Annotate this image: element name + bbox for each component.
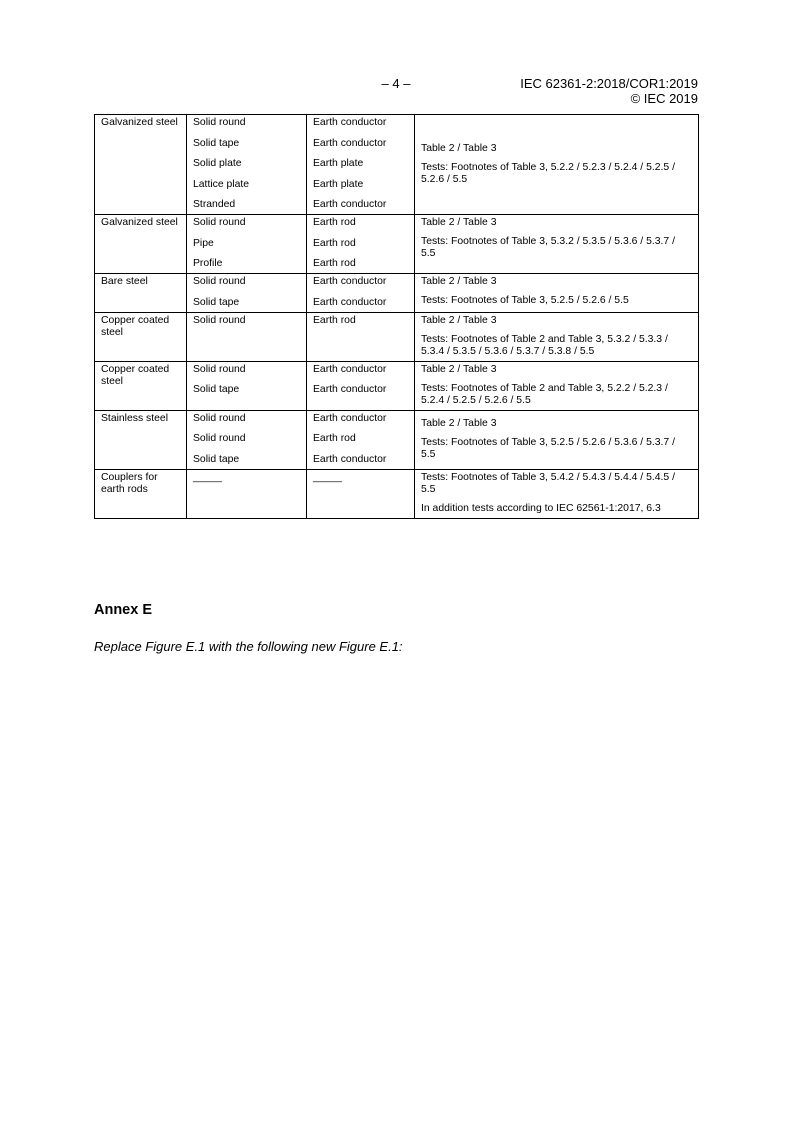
usage-item: Earth rod [313,314,356,326]
form-item: Stranded [193,199,236,210]
material-cell: Galvanized steel [95,115,187,215]
test-reference-line: Table 2 / Table 3 [421,142,497,154]
test-reference-line: Tests: Footnotes of Table 3, 5.2.2 / 5.2.3 / 5.2.4 / 5.2.5 / 5.2.6 / 5.5 [421,161,675,185]
material-cell: Copper coated steel [95,361,187,410]
table-row [95,469,699,518]
form-item: Solid tape [193,296,240,308]
form-item: Solid plate [193,158,242,169]
form-item: Solid round [193,276,246,287]
test-reference-line: Tests: Footnotes of Table 2 and Table 3, 5.2.2 / 5.2.3 / 5.2.4 / 5.2.5 / 5.2.6 / 5.5 [421,382,668,406]
usage-item: Earth plate [313,178,364,190]
form-item: Solid round [193,412,246,424]
standard-reference [520,76,698,106]
table-row [95,274,699,313]
form-item: Pipe [193,237,214,249]
material-cell: Couplers for earth rods [95,469,187,518]
test-reference-line: Tests: Footnotes of Table 3, 5.2.5 / 5.2.6 / 5.5 [421,295,629,306]
material-cell: Bare steel [95,274,187,313]
test-reference-line: Tests: Footnotes of Table 3, 5.4.2 / 5.4.3 / 5.4.4 / 5.4.5 / 5.5 [421,471,675,495]
test-reference-line: Table 2 / Table 3 [421,217,497,228]
usage-item: Earth conductor [313,412,387,424]
form-item: _____ [193,471,222,483]
test-reference-line: Tests: Footnotes of Table 2 and Table 3, 5.3.2 / 5.3.3 / 5.3.4 / 5.3.5 / 5.3.6 / 5.3.7 / 5.3.8 / 5.5 [421,333,668,357]
test-reference-cell [415,215,699,274]
usage-item: Earth conductor [313,276,387,287]
form-item: Solid tape [193,137,240,149]
form-item: Solid tape [193,453,240,465]
form-cell [187,410,307,469]
test-reference-line: Table 2 / Table 3 [421,276,497,287]
usage-item: Earth rod [313,217,356,228]
usage-cell [307,312,415,361]
test-reference-cell [415,469,699,518]
copyright-notice: © IEC 2019 [630,91,698,106]
usage-item: Earth conductor [313,117,387,128]
form-item: Solid tape [193,384,240,395]
form-cell [187,115,307,215]
test-reference-line: Tests: Footnotes of Table 3, 5.2.5 / 5.2.6 / 5.3.6 / 5.3.7 / 5.5 [421,436,675,460]
standard-designation: IEC 62361-2:2018/COR1:2019 [520,76,698,91]
test-reference-cell [415,312,699,361]
form-item: Solid round [193,117,246,128]
test-reference-cell [415,410,699,469]
material-cell: Galvanized steel [95,215,187,274]
table-row [95,215,699,274]
table-row [95,361,699,410]
form-item: Solid round [193,433,246,444]
table-row [95,115,699,215]
usage-cell [307,361,415,410]
usage-item: Earth conductor [313,384,387,395]
form-item: Lattice plate [193,178,250,190]
table-row [95,410,699,469]
test-reference-cell [415,361,699,410]
test-reference-cell [415,115,699,215]
usage-item: Earth plate [313,158,364,169]
usage-item: Earth conductor [313,296,387,308]
form-item: Solid round [193,363,246,375]
annex-instruction: Replace Figure E.1 with the following new Figure E.1: [94,639,403,654]
usage-item: Earth conductor [313,363,387,375]
test-reference-line: Table 2 / Table 3 [421,363,497,375]
material-cell: Stainless steel [95,410,187,469]
usage-cell [307,115,415,215]
usage-item: Earth rod [313,433,356,444]
form-item: Solid round [193,217,246,228]
material-cell: Copper coated steel [95,312,187,361]
usage-item: Earth conductor [313,199,387,210]
test-reference-line: In addition tests according to IEC 62561-1:2017, 6.3 [421,502,661,514]
form-cell [187,361,307,410]
usage-cell [307,410,415,469]
test-reference-line: Table 2 / Table 3 [421,314,497,326]
usage-cell [307,215,415,274]
page-number: – 4 – [381,76,411,91]
usage-item: _____ [313,471,342,483]
usage-item: Earth rod [313,258,356,269]
test-reference-line: Table 2 / Table 3 [421,417,497,429]
form-cell [187,274,307,313]
form-item: Solid round [193,314,246,326]
usage-cell [307,274,415,313]
test-reference-cell [415,274,699,313]
form-item: Profile [193,258,223,269]
form-cell [187,469,307,518]
usage-item: Earth rod [313,237,356,249]
usage-item: Earth conductor [313,453,387,465]
test-reference-line: Tests: Footnotes of Table 3, 5.3.2 / 5.3.5 / 5.3.6 / 5.3.7 / 5.5 [421,236,675,259]
table-row [95,312,699,361]
form-cell [187,215,307,274]
usage-cell [307,469,415,518]
materials-table [94,114,699,519]
annex-heading: Annex E [94,602,153,618]
usage-item: Earth conductor [313,137,387,149]
materials-table-body [95,115,699,519]
form-cell [187,312,307,361]
